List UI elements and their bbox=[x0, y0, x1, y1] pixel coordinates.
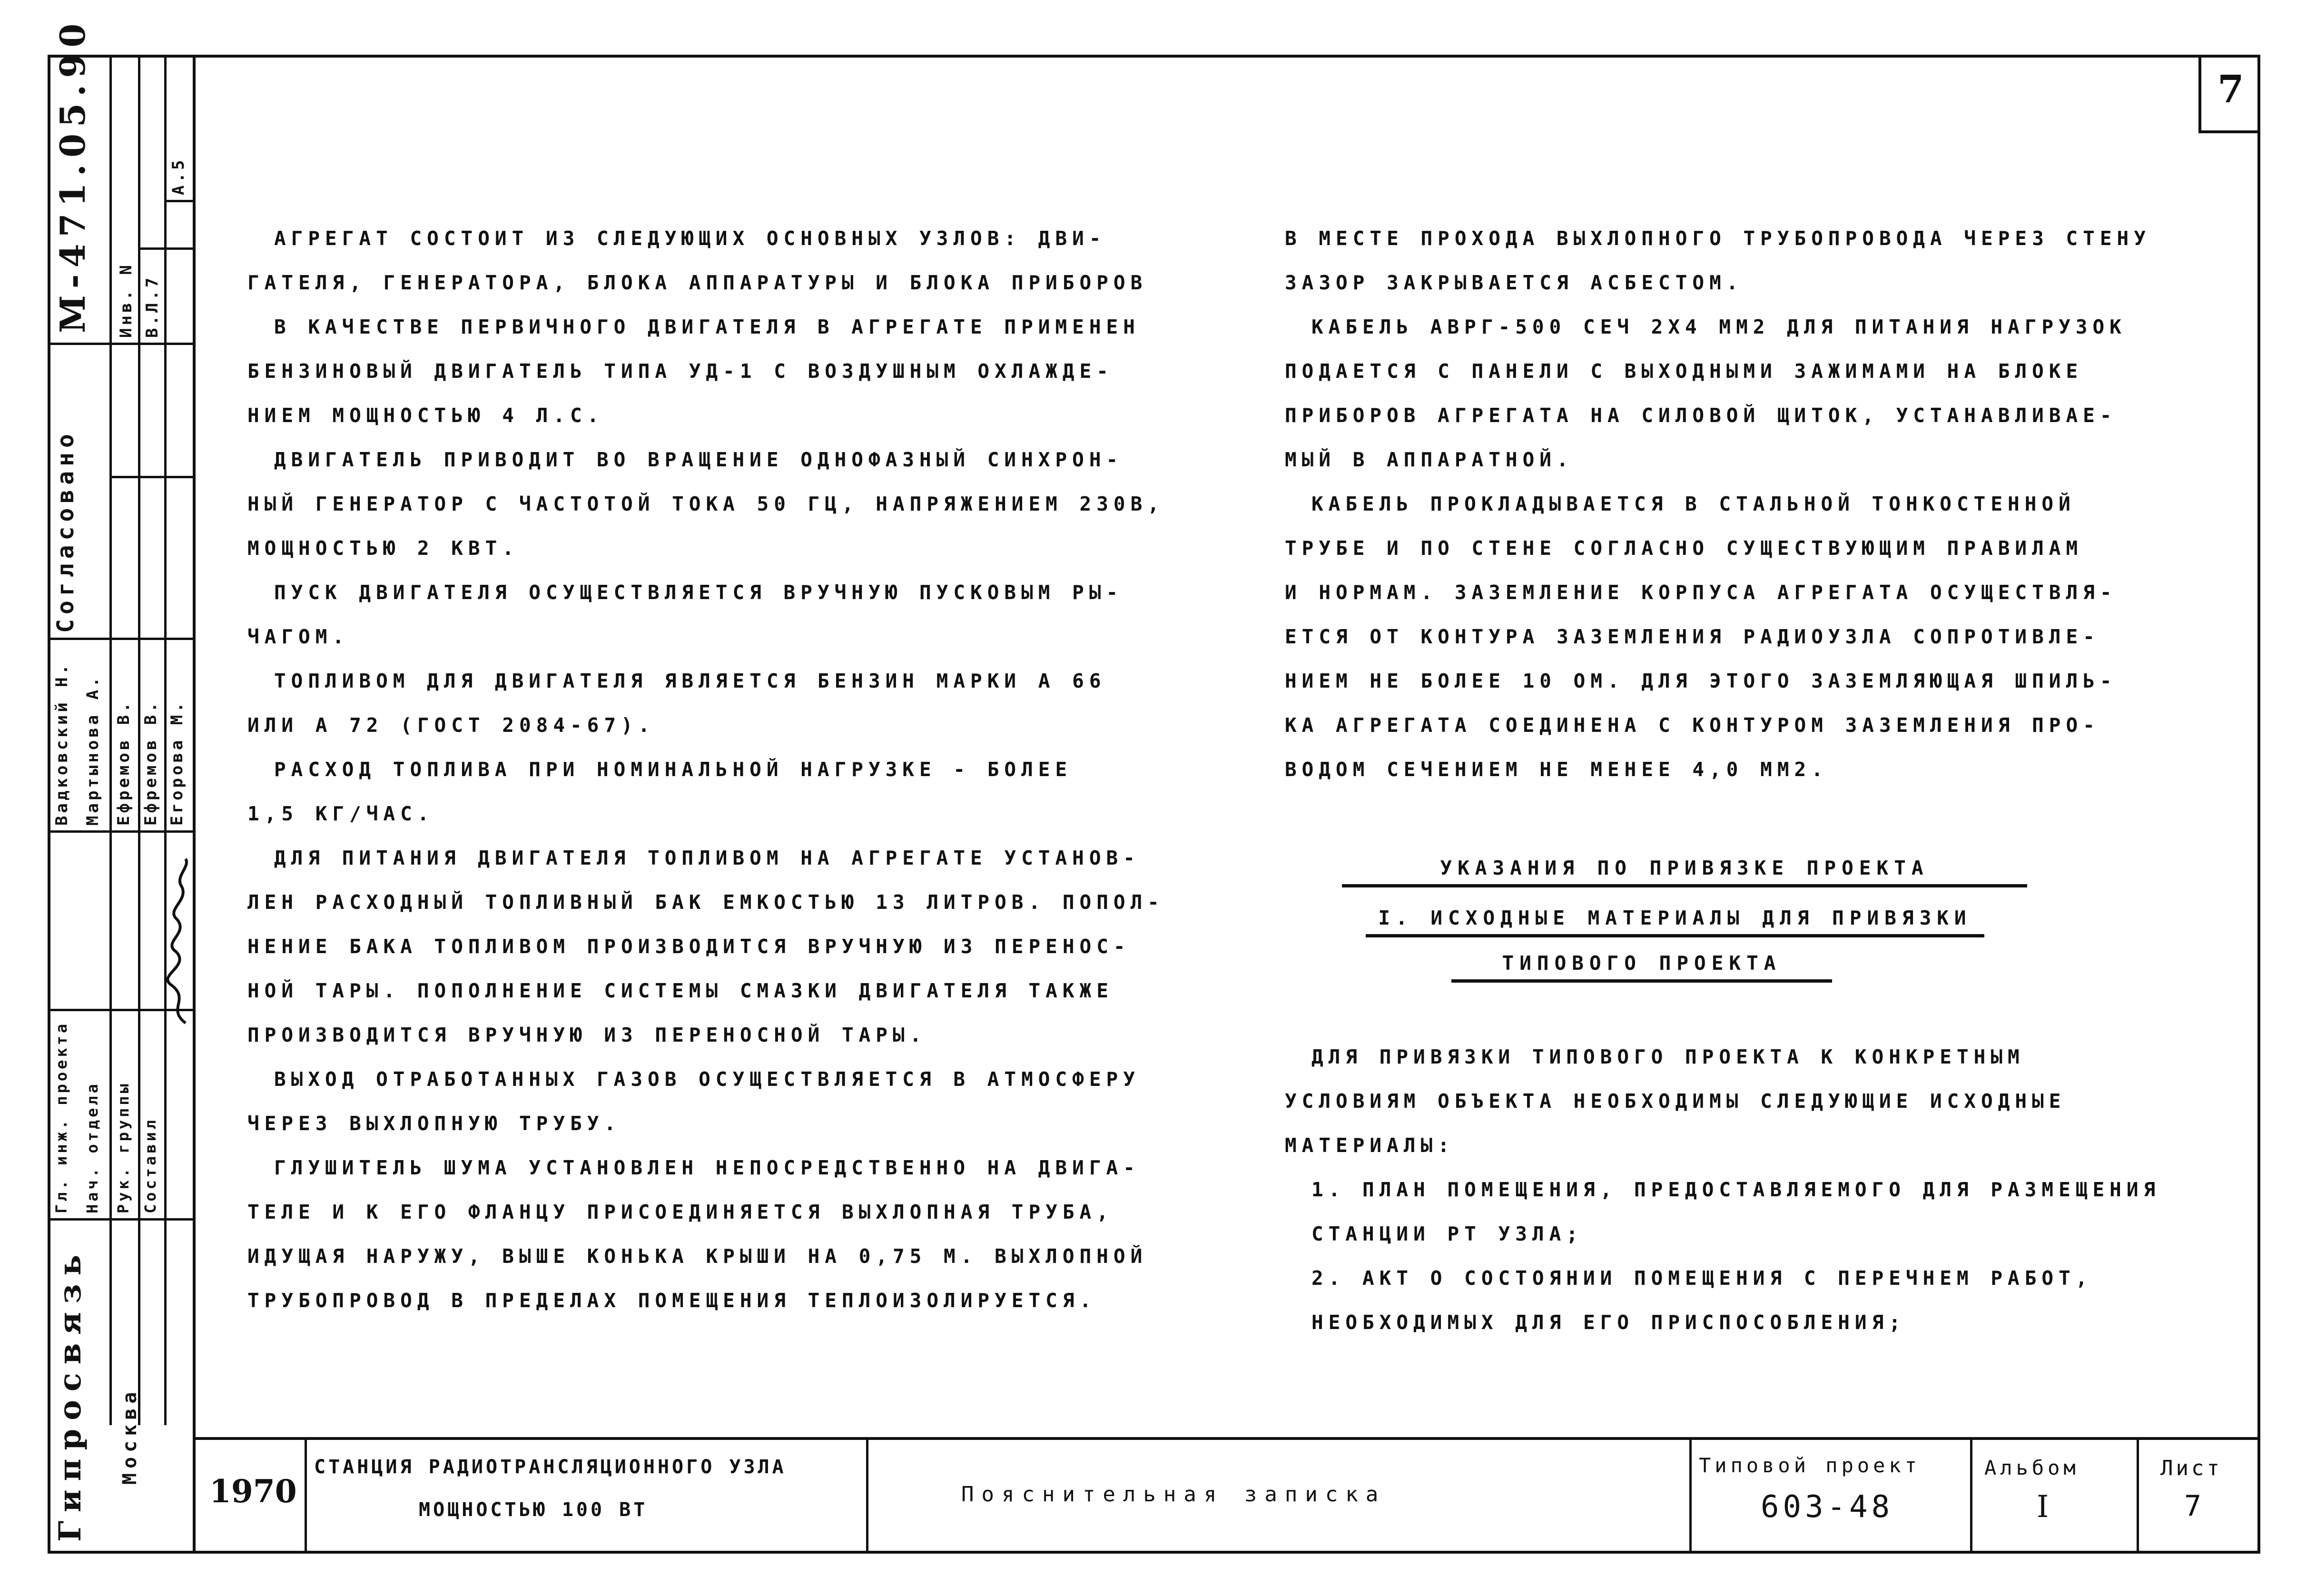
titleblock-div-2 bbox=[866, 1437, 868, 1554]
right-column-top-line: ТРУБЕ И ПО СТЕНЕ СОГЛАСНО СУЩЕСТВУЮЩИМ ПРАВИЛАМ bbox=[1285, 537, 2083, 560]
left-column-line: РАСХОД ТОПЛИВА ПРИ НОМИНАЛЬНОЙ НАГРУЗКЕ - БОЛЕЕ bbox=[274, 758, 1073, 781]
right-column-bottom-line: 2. АКТ О СОСТОЯНИИ ПОМЕЩЕНИЯ С ПЕРЕЧНЕМ РАБОТ, bbox=[1311, 1267, 2093, 1290]
left-column-line: ДЛЯ ПИТАНИЯ ДВИГАТЕЛЯ ТОПЛИВОМ НА АГРЕГАТЕ УСТАНОВ- bbox=[274, 847, 1140, 869]
titleblock-station-line2: МОЩНОСТЬЮ 100 ВТ bbox=[419, 1499, 648, 1521]
left-column-line: НЫЙ ГЕНЕРАТОР С ЧАСТОТОЙ ТОКА 50 ГЦ, НАПРЯЖЕНИЕМ 230В, bbox=[247, 493, 1164, 515]
right-column-top-line: В МЕСТЕ ПРОХОДА ВЫХЛОПНОГО ТРУБОПРОВОДА ЧЕРЕЗ СТЕНУ bbox=[1285, 227, 2151, 250]
strip-hline-8 bbox=[164, 200, 193, 202]
titleblock-doc-title: Пояснительная записка bbox=[961, 1482, 1386, 1507]
left-column-line: МОЩНОСТЬЮ 2 КВТ. bbox=[247, 537, 519, 560]
left-body-column bbox=[247, 217, 1223, 1323]
approved-label: Согласовано bbox=[52, 429, 79, 633]
titleblock-div-5 bbox=[2137, 1437, 2139, 1554]
signature-mark bbox=[157, 857, 200, 1028]
person-name-5: Егорова М. bbox=[168, 699, 187, 826]
heading-main: УКАЗАНИЯ ПО ПРИВЯЗКЕ ПРОЕКТА bbox=[1342, 857, 2027, 887]
left-column-line: АГРЕГАТ СОСТОИТ ИЗ СЛЕДУЮЩИХ ОСНОВНЫХ УЗЛОВ: ДВИ- bbox=[274, 227, 1106, 250]
document-code: М-471.05.90 bbox=[52, 17, 93, 333]
right-column-top-line: ЕТСЯ ОТ КОНТУРА ЗАЗЕМЛЕНИЯ РАДИОУЗЛА СОПРОТИВЛЕ- bbox=[1285, 625, 2100, 648]
left-column-line: ТРУБОПРОВОД В ПРЕДЕЛАХ ПОМЕЩЕНИЯ ТЕПЛОИЗОЛИРУЕТСЯ. bbox=[247, 1289, 1097, 1312]
titleblock-top-line bbox=[193, 1437, 2260, 1440]
right-column-top-line: КА АГРЕГАТА СОЕДИНЕНА С КОНТУРОМ ЗАЗЕМЛЕНИЯ ПРО- bbox=[1285, 714, 2100, 737]
titleblock-album-number: I bbox=[2037, 1489, 2049, 1525]
left-column-line: НЕНИЕ БАКА ТОПЛИВОМ ПРОИЗВОДИТСЯ ВРУЧНУЮ ИЗ ПЕРЕНОС- bbox=[247, 935, 1131, 958]
right-column-bottom-line: СТАНЦИИ РТ УЗЛА; bbox=[1311, 1222, 1583, 1245]
titleblock-div-3 bbox=[1689, 1437, 1692, 1554]
right-column-bottom-line: 1. ПЛАН ПОМЕЩЕНИЯ, ПРЕДОСТАВЛЯЕМОГО ДЛЯ РАЗМЕЩЕНИЯ bbox=[1311, 1178, 2161, 1201]
right-column-top-line: ЗАЗОР ЗАКРЫВАЕТСЯ АСБЕСТОМ. bbox=[1285, 271, 1744, 294]
titleblock-project-number: 603-48 bbox=[1761, 1489, 1894, 1525]
right-column-top-line: ВОДОМ СЕЧЕНИЕМ НЕ МЕНЕЕ 4,0 ММ2. bbox=[1285, 758, 1828, 781]
strip-hline-2 bbox=[48, 343, 112, 345]
right-column-bottom-line: ДЛЯ ПРИВЯЗКИ ТИПОВОГО ПРОЕКТА К КОНКРЕТНЫМ bbox=[1311, 1045, 2025, 1068]
titleblock-year: 1970 bbox=[209, 1473, 297, 1510]
right-body-column-bottom bbox=[1285, 1035, 2227, 1345]
position-4: Составил bbox=[141, 1117, 159, 1213]
sheet-number-top: 7 bbox=[2217, 67, 2244, 111]
right-column-bottom-line: НЕОБХОДИМЫХ ДЛЯ ЕГО ПРИСПОСОБЛЕНИЯ; bbox=[1311, 1311, 1906, 1334]
right-column-top-line: НИЕМ НЕ БОЛЕЕ 10 ОМ. ДЛЯ ЭТОГО ЗАЗЕМЛЯЮЩАЯ ШПИЛЬ- bbox=[1285, 670, 2117, 692]
strip-hline-9 bbox=[138, 247, 193, 250]
left-column-line: ВЫХОД ОТРАБОТАННЫХ ГАЗОВ ОСУЩЕСТВЛЯЕТСЯ В АТМОСФЕРУ bbox=[274, 1068, 1140, 1091]
titleblock-div-1 bbox=[305, 1437, 307, 1554]
person-name-4: Ефремов В. bbox=[141, 699, 160, 826]
heading-sub2: ТИПОВОГО ПРОЕКТА bbox=[1451, 952, 1832, 983]
person-name-2: Мартынова А. bbox=[83, 674, 102, 826]
left-column-line: ЧАГОМ. bbox=[247, 625, 350, 648]
position-2: Нач. отдела bbox=[83, 1081, 101, 1213]
org-name: Гипросвязь bbox=[52, 1246, 88, 1542]
right-column-bottom-line: УСЛОВИЯМ ОБЪЕКТА НЕОБХОДИМЫ СЛЕДУЮЩИЕ ИСХОДНЫЕ bbox=[1285, 1090, 2066, 1113]
person-name-3: Ефремов В. bbox=[114, 699, 133, 826]
left-column-line: ИЛИ А 72 (ГОСТ 2084-67). bbox=[247, 714, 655, 737]
right-column-top-line: КАБЕЛЬ АВРГ-500 СЕЧ 2Х4 ММ2 ДЛЯ ПИТАНИЯ НАГРУЗОК bbox=[1311, 315, 2127, 338]
titleblock-div-4 bbox=[1970, 1437, 1972, 1554]
right-column-top-line: И НОРМАМ. ЗАЗЕМЛЕНИЕ КОРПУСА АГРЕГАТА ОСУЩЕСТВЛЯ- bbox=[1285, 581, 2117, 604]
heading-sub1: I. ИСХОДНЫЕ МАТЕРИАЛЫ ДЛЯ ПРИВЯЗКИ bbox=[1366, 906, 1984, 937]
left-column-line: 1,5 КГ/ЧАС. bbox=[247, 802, 434, 825]
left-column-line: ПРОИЗВОДИТСЯ ВРУЧНУЮ ИЗ ПЕРЕНОСНОЙ ТАРЫ. bbox=[247, 1024, 927, 1046]
left-column-line: ГАТЕЛЯ, ГЕНЕРАТОРА, БЛОКА АППАРАТУРЫ И БЛОКА ПРИБОРОВ bbox=[247, 271, 1148, 294]
right-column-top-line: КАБЕЛЬ ПРОКЛАДЫВАЕТСЯ В СТАЛЬНОЙ ТОНКОСТЕННОЙ bbox=[1311, 493, 2076, 515]
person-name-1: Вадковский Н. bbox=[52, 661, 71, 826]
strip-hline-7 bbox=[109, 476, 193, 478]
left-column-line: В КАЧЕСТВЕ ПЕРВИЧНОГО ДВИГАТЕЛЯ В АГРЕГАТЕ ПРИМЕНЕН bbox=[274, 315, 1140, 338]
right-column-top-line: МЫЙ В АППАРАТНОЙ. bbox=[1285, 448, 1574, 471]
right-column-top-line: ПРИБОРОВ АГРЕГАТА НА СИЛОВОЙ ЩИТОК, УСТАНАВЛИВАЕ- bbox=[1285, 404, 2117, 427]
left-column-line: ИДУЩАЯ НАРУЖУ, ВЫШЕ КОНЬКА КРЫШИ НА 0,75 М. ВЫХЛОПНОЙ bbox=[247, 1245, 1148, 1268]
left-column-line: НИЕМ МОЩНОСТЬЮ 4 Л.С. bbox=[247, 404, 604, 427]
titleblock-sheet-number: 7 bbox=[2184, 1489, 2202, 1523]
vl-label: В.Л.7 bbox=[143, 275, 162, 338]
left-column-line: ГЛУШИТЕЛЬ ШУМА УСТАНОВЛЕН НЕПОСРЕДСТВЕННО НА ДВИГА- bbox=[274, 1156, 1140, 1179]
strip-hline-1 bbox=[109, 343, 193, 345]
left-column-line: БЕНЗИНОВЫЙ ДВИГАТЕЛЬ ТИПА УД-1 С ВОЗДУШНЫМ ОХЛАЖДЕ- bbox=[247, 360, 1114, 383]
strip-hline-4 bbox=[48, 830, 193, 833]
org-city: Москва bbox=[119, 1387, 141, 1485]
left-column-line: ДВИГАТЕЛЬ ПРИВОДИТ ВО ВРАЩЕНИЕ ОДНОФАЗНЫЙ СИНХРОН- bbox=[274, 448, 1124, 471]
right-column-bottom-line: МАТЕРИАЛЫ: bbox=[1285, 1134, 1455, 1157]
strip-hline-3 bbox=[48, 638, 193, 640]
strip-hline-6 bbox=[48, 1218, 193, 1221]
left-column-line: ТОПЛИВОМ ДЛЯ ДВИГАТЕЛЯ ЯВЛЯЕТСЯ БЕНЗИН МАРКИ А 66 bbox=[274, 670, 1106, 692]
titleblock-album-label: Альбом bbox=[1984, 1456, 2079, 1479]
left-column-line: ПУСК ДВИГАТЕЛЯ ОСУЩЕСТВЛЯЕТСЯ ВРУЧНУЮ ПУСКОВЫМ РЫ- bbox=[274, 581, 1124, 604]
left-column-line: НОЙ ТАРЫ. ПОПОЛНЕНИЕ СИСТЕМЫ СМАЗКИ ДВИГАТЕЛЯ ТАКЖЕ bbox=[247, 979, 1114, 1002]
titleblock-station-line1: СТАНЦИЯ РАДИОТРАНСЛЯЦИОННОГО УЗЛА bbox=[314, 1456, 787, 1478]
titleblock-project-label: Типовой проект bbox=[1699, 1454, 1921, 1477]
right-body-column-top bbox=[1285, 217, 2227, 792]
inv-label: Инв. N bbox=[117, 262, 136, 338]
left-column-line: ЛЕН РАСХОДНЫЙ ТОПЛИВНЫЙ БАК ЕМКОСТЬЮ 13 ЛИТРОВ. ПОПОЛ- bbox=[247, 891, 1164, 914]
position-3: Рук. группы bbox=[114, 1081, 132, 1213]
right-column-top-line: ПОДАЕТСЯ С ПАНЕЛИ С ВЫХОДНЫМИ ЗАЖИМАМИ НА БЛОКЕ bbox=[1285, 360, 2083, 383]
titleblock-sheet-label: Лист bbox=[2160, 1456, 2222, 1480]
left-column-line: ТЕЛЕ И К ЕГО ФЛАНЦУ ПРИСОЕДИНЯЕТСЯ ВЫХЛОПНАЯ ТРУБА, bbox=[247, 1201, 1114, 1223]
position-1: Гл. инж. проекта bbox=[52, 1021, 70, 1213]
a-label: А.5 bbox=[169, 157, 188, 195]
left-column-line: ЧЕРЕЗ ВЫХЛОПНУЮ ТРУБУ. bbox=[247, 1112, 621, 1135]
